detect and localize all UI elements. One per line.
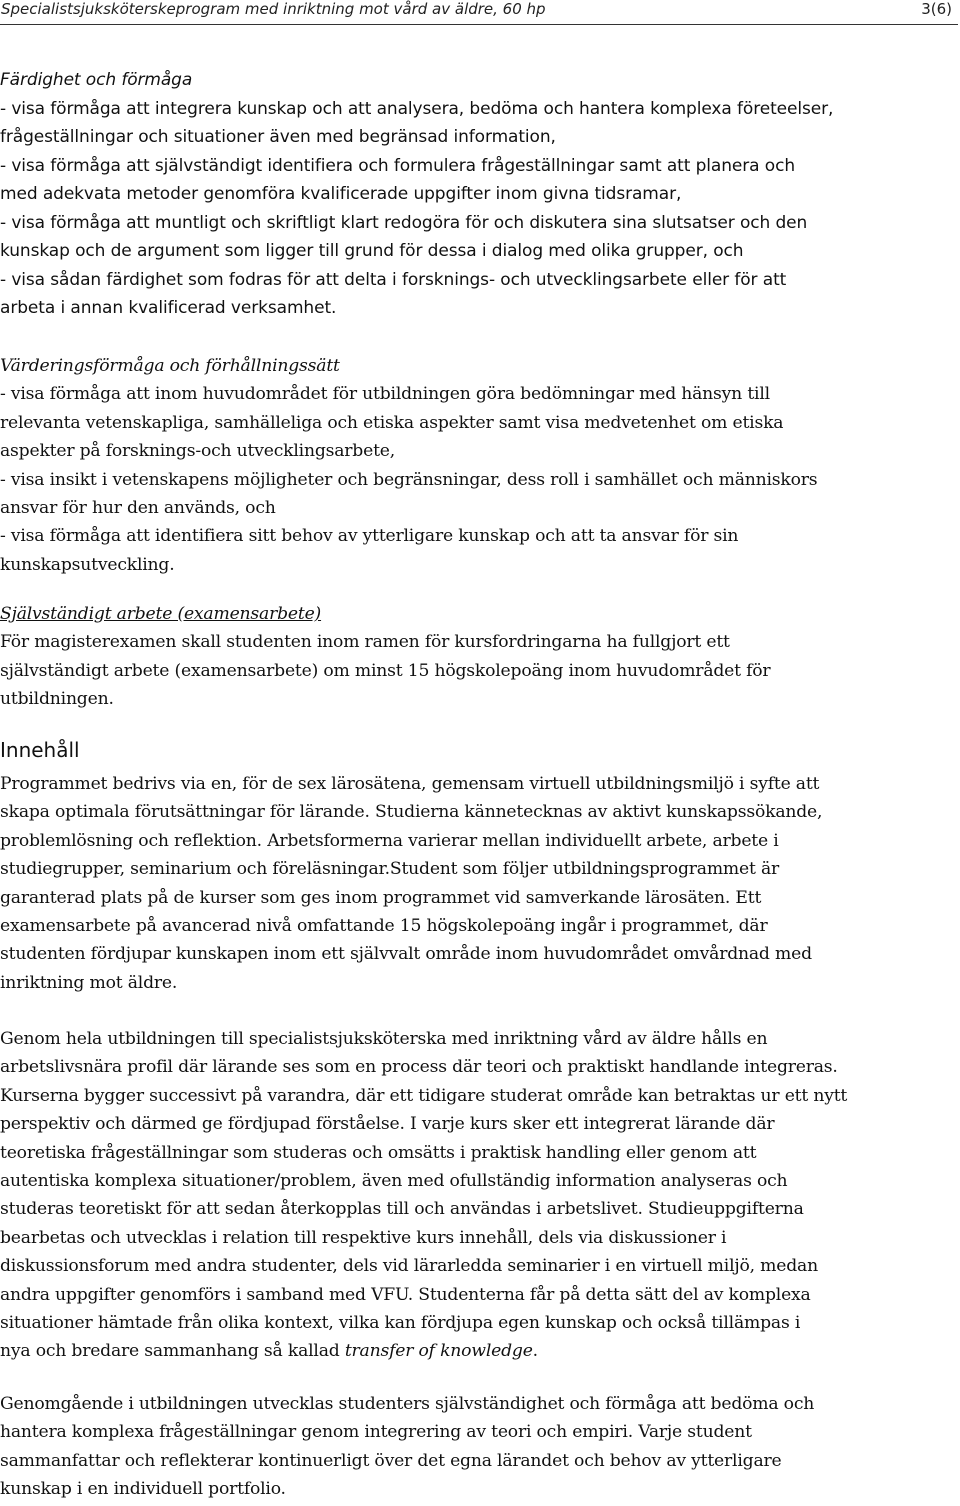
text-line: utbildningen. [0,689,114,710]
text-line: Genomgående i utbildningen utvecklas studenters självständighet och förmåga att bedöma och [0,1394,815,1414]
text-line: problemlösning och reflektion. Arbetsformerna varierar mellan individuellt arbete, arbete i [0,830,779,851]
text-line: Genom hela utbildningen till specialistsjuksköterska med inriktning vård av äldre hålls en [0,1029,768,1049]
text-line: situationer hämtade från olika kontext, vilka kan fördjupa egen kunskap och också tillämpas i [0,1313,801,1334]
text-line: hantera komplexa frågeställningar genom integrering av teori och empiri. Varje student [0,1422,752,1443]
text-line: arbeta i annan kvalificerad verksamhet. [0,298,337,318]
text-line: studiegrupper, seminarium och föreläsningar.Student som följer utbildningsprogrammet är [0,859,780,880]
text-line: med adekvata metoder genomföra kvalificerade uppgifter inom givna tidsramar, [0,184,682,204]
innehall-paragraph-1 [0,770,958,997]
text-segment: nya och bredare sammanhang så kallad [0,1341,345,1362]
text-line: kunskap och de argument som ligger till grund för dessa i dialog med olika grupper, och [0,241,744,261]
text-line: - visa insikt i vetenskapens möjligheter och begränsningar, dess roll i samhället och människors [0,469,818,490]
document-title: Specialistsjuksköterskeprogram med inriktning mot vård av äldre, 60 hp [1,0,546,18]
text-line: examensarbete på avancerad nivå omfattande 15 högskolepoäng ingår i programmet, där [0,916,768,937]
text-line: - visa förmåga att integrera kunskap och att analysera, bedöma och hantera komplexa företeelser, [0,98,834,119]
italic-term: transfer of knowledge [344,1341,533,1362]
text-line: - visa förmåga att inom huvudområdet för utbildningen göra bedömningar med hänsyn till [0,384,770,405]
section-heading: Självständigt arbete (examensarbete) [0,604,322,624]
text-line: Kurserna bygger successivt på varandra, där ett tidigare studerat område kan betraktas ur ett nytt [0,1085,848,1106]
text-line: kunskapsutveckling. [0,554,175,575]
innehall-heading: Innehåll [0,738,80,762]
text-line: perspektiv och därmed ge fördjupad förståelse. I varje kurs sker ett integrerat lärande där [0,1114,775,1135]
text-line: studenten fördjupar kunskapen inom ett självvalt område inom huvudområdet omvårdnad med [0,944,812,965]
text-line: - visa förmåga att muntligt och skriftligt klart redogöra för och diskutera sina slutsatser och den [0,212,808,233]
section-heading: Värderingsförmåga och förhållningssätt [0,356,340,376]
text-line: kunskap i en individuell portfolio. [0,1479,286,1500]
text-line: ansvar för hur den används, och [0,498,276,519]
innehall-paragraph-2 [0,1025,958,1366]
text-line: andra uppgifter genomförs i samband med VFU. Studenterna får på detta sätt del av komplexa [0,1284,811,1305]
text-segment: . [532,1341,538,1362]
text-line: - visa förmåga att självständigt identifiera och formulera frågeställningar samt att planera och [0,155,795,176]
section-vardering [0,352,958,579]
text-line: inriktning mot äldre. [0,972,178,993]
text-line: relevanta vetenskapliga, samhälleliga och etiska aspekter samt visa medvetenhet om etiska [0,412,784,433]
text-line: - visa förmåga att identifiera sitt behov av ytterligare kunskap och att ta ansvar för sin [0,526,739,547]
innehall-paragraph-3 [0,1390,958,1504]
text-line: För magisterexamen skall studenten inom ramen för kursfordringarna ha fullgjort ett [0,632,730,653]
text-line: bearbetas och utvecklas i relation till respektive kurs innehåll, dels via diskussioner i [0,1227,727,1248]
text-line: aspekter på forsknings-och utvecklingsarbete, [0,441,396,462]
section-heading: Färdighet och förmåga [0,70,193,90]
text-line: arbetslivsnära profil där lärande ses som en process där teori och praktiskt handlande integreras. [0,1057,838,1078]
text-line: självständigt arbete (examensarbete) om minst 15 högskolepoäng inom huvudområdet för [0,660,771,681]
text-line: skapa optimala förutsättningar för lärande. Studierna kännetecknas av aktivt kunskapssökande, [0,802,823,823]
text-line: garanterad plats på de kurser som ges inom programmet vid samverkande lärosäten. Ett [0,887,762,908]
text-line: sammanfattar och reflekterar kontinuerligt över det egna lärandet och behov av ytterligare [0,1450,782,1471]
text-line: - visa sådan färdighet som fodras för att delta i forsknings- och utvecklingsarbete eller för att [0,269,787,290]
page-number: 3(6) [921,0,952,18]
running-header [0,0,958,25]
text-line: Programmet bedrivs via en, för de sex lärosätena, gemensam virtuell utbildningsmiljö i syfte att [0,774,820,794]
text-line: diskussionsforum med andra studenter, dels vid lärarledda seminarier i en virtuell miljö, medan [0,1256,818,1277]
section-faerdighet [0,66,958,323]
text-line: studeras teoretiskt för att sedan återkopplas till och användas i arbetslivet. Studieuppgifterna [0,1199,804,1220]
text-line-last [0,1337,958,1365]
text-line: teoretiska frågeställningar som studeras och omsätts i praktisk handling eller genom att [0,1142,757,1163]
text-line: autentiska komplexa situationer/problem, även med ofullständig information analyseras och [0,1171,788,1192]
section-examensarbete [0,600,958,714]
text-line: frågeställningar och situationer även med begränsad information, [0,127,556,147]
